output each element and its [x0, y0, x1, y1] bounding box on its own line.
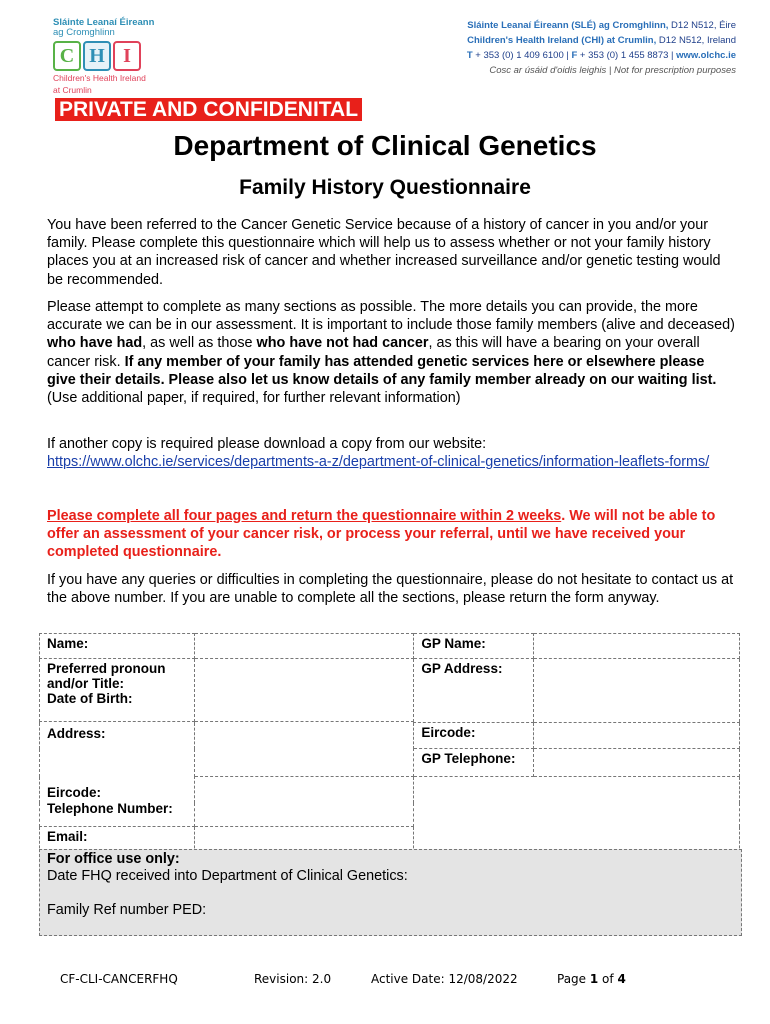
- footer-revision: Revision: 2.0: [254, 972, 332, 986]
- hospital-address-block: [467, 18, 736, 78]
- logo-english-location: at Crumlin: [53, 85, 92, 95]
- address-field[interactable]: [194, 722, 414, 777]
- page-subtitle: Family History Questionnaire: [239, 176, 531, 199]
- prescription-notice: Cosc ar úsáid d'oidis leighis | Not for prescription purposes: [489, 65, 736, 76]
- confidential-banner: PRIVATE AND CONFIDENITAL: [55, 98, 362, 121]
- intro-paragraph: You have been referred to the Cancer Genetic Service because of a history of cancer in you and/or your family. Please complete this questionnaire which will help us to assess whether or not your family history places you at an increased risk of cancer and whether increased surveillance and/or genetic testing would be recommended.: [47, 217, 721, 288]
- gp-eircode-field[interactable]: [534, 723, 740, 749]
- page-title: Department of Clinical Genetics: [173, 130, 597, 161]
- email-label: Email:: [40, 827, 195, 853]
- patient-details-form: [39, 633, 740, 853]
- office-use-box: [39, 849, 742, 936]
- download-paragraph: If another copy is required please download a copy from our website: https://www.olchc.ie/services/departments-a-z/department-of-clinical-genetics/information-leaflets-forms/: [47, 436, 710, 471]
- instructions-paragraph: Please attempt to complete as many sections as possible. The more details you can provide, the more accurate we can be in our assessment. It is important to include those family members (alive and deceased) who have had, as well as those who have not had cancer, as this will have a bearing on your overall cancer risk. If any member of your family has attended genetic services here or elsewhere please give their details. Please also let us know details of any family member already on our waiting list. (Use additional paper, if required, for further relevant information): [47, 299, 735, 407]
- contact-line: T + 353 (0) 1 409 6100 | F + 353 (0) 1 455 8873 | www.olchc.ie: [466, 50, 736, 61]
- gp-eircode-label: Eircode:: [414, 723, 534, 749]
- logo-letter-i: I: [113, 41, 141, 71]
- gp-empty-area: [414, 777, 740, 853]
- pronoun-dob-field[interactable]: [194, 659, 414, 722]
- telephone-label: Telephone Number:: [47, 801, 173, 816]
- patient-eircode-telephone-labels: [47, 785, 173, 817]
- office-family-ref: Family Ref number PED:: [47, 902, 207, 918]
- footer-active-date: Active Date: 12/08/2022: [371, 972, 518, 986]
- gp-telephone-label: GP Telephone:: [414, 749, 534, 777]
- footer-page-number: Page 1 of 4: [557, 972, 626, 986]
- download-link[interactable]: https://www.olchc.ie/services/departments-a-z/department-of-clinical-genetics/information-leaflets-forms/: [47, 454, 710, 471]
- name-field[interactable]: [194, 634, 414, 659]
- name-label: Name:: [40, 634, 195, 659]
- eircode-telephone-field[interactable]: [194, 777, 414, 827]
- logo-irish-location: ag Cromghlinn: [53, 27, 115, 38]
- logo-irish-name: Sláinte Leanaí Éireann: [53, 17, 155, 28]
- address-line-irish: Sláinte Leanaí Éireann (SLÉ) ag Cromghlinn, D12 N512, Éire: [467, 20, 736, 31]
- gp-name-label: GP Name:: [414, 634, 534, 659]
- footer-form-code: CF-CLI-CANCERFHQ: [60, 972, 178, 986]
- address-label: Address:: [40, 722, 195, 827]
- queries-paragraph: If you have any queries or difficulties in completing the questionnaire, please do not hesitate to contact us at the above number. If you are unable to complete all the sections, please return the form anyway.: [47, 572, 734, 607]
- gp-name-field[interactable]: [534, 634, 740, 659]
- logo-letter-h: H: [83, 41, 111, 71]
- eircode-label: Eircode:: [47, 785, 102, 800]
- logo-letter-blocks: [53, 41, 163, 71]
- website-link[interactable]: www.olchc.ie: [676, 50, 736, 61]
- pronoun-dob-label: Preferred pronoun and/or Title: Date of Birth:: [40, 659, 195, 722]
- gp-address-field[interactable]: [534, 659, 740, 723]
- deadline-warning: Please complete all four pages and return the questionnaire within 2 weeks. We will not be able to offer an assessment of your cancer risk, or process your referral, until we have received your completed questionnaire.: [47, 508, 716, 561]
- gp-telephone-field[interactable]: [534, 749, 740, 777]
- gp-address-label: GP Address:: [414, 659, 534, 723]
- office-date-received: Date FHQ received into Department of Clinical Genetics:: [47, 868, 408, 884]
- logo-letter-c: C: [53, 41, 81, 71]
- logo-english-name: Children's Health Ireland: [53, 73, 146, 83]
- office-use-title: For office use only:: [47, 851, 180, 867]
- chi-logo: [53, 18, 163, 95]
- address-line-english: Children's Health Ireland (CHI) at Crumlin, D12 N512, Ireland: [467, 35, 736, 46]
